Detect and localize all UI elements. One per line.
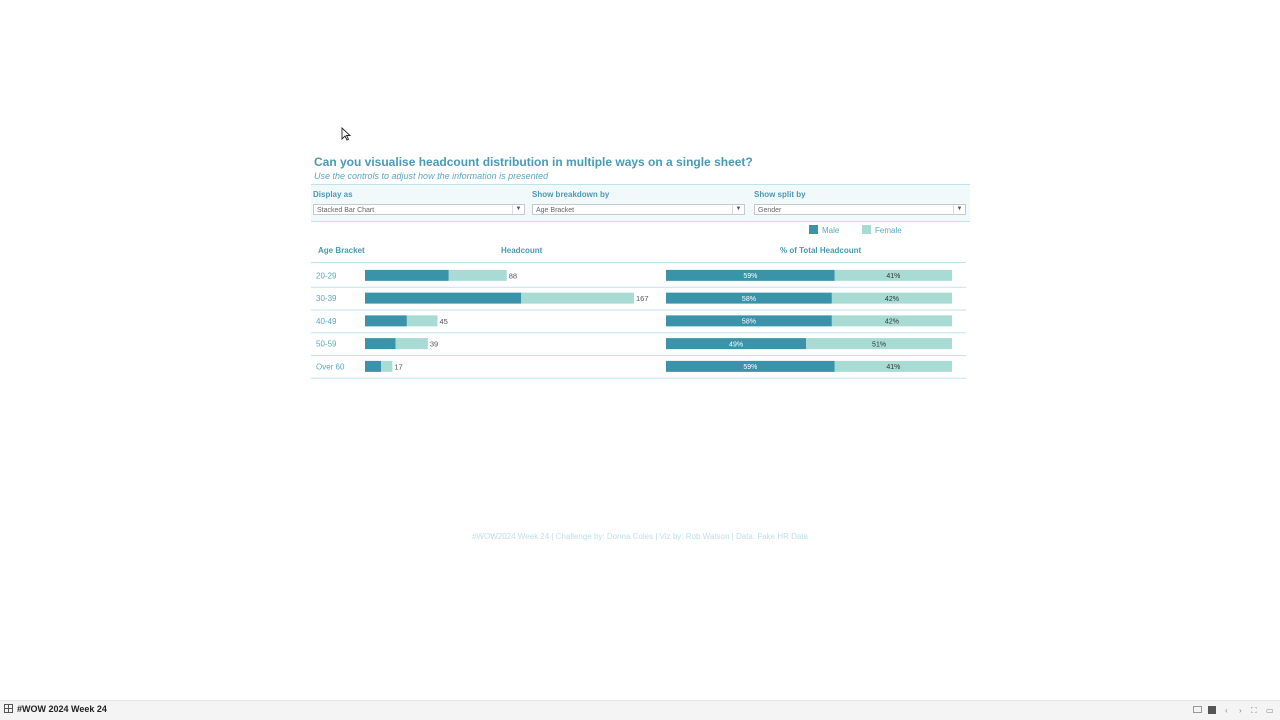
percent-label-male: 59% <box>743 364 758 372</box>
percent-label-female: 42% <box>884 295 899 303</box>
device-preview-icon[interactable]: ▭ <box>1266 706 1274 715</box>
grid-view-icon[interactable] <box>1193 706 1202 713</box>
sheet-tab-label: #WOW 2024 Week 24 <box>17 704 107 714</box>
split-value: Gender <box>758 207 782 214</box>
category-label: 50-59 <box>316 339 337 349</box>
headcount-bar-male <box>365 315 407 326</box>
headcount-bar-female <box>449 270 507 281</box>
headcount-bar-female <box>381 361 392 372</box>
column-header-breakdown: Age Bracket <box>318 246 365 255</box>
breakdown-value: Age Bracket <box>536 207 575 214</box>
legend-label-male: Male <box>822 226 840 235</box>
percent-label-female: 41% <box>886 273 901 281</box>
percent-label-female: 41% <box>886 364 901 372</box>
category-label: 20-29 <box>316 271 337 281</box>
headcount-bar-male <box>365 270 449 281</box>
headcount-bar-male <box>365 338 396 349</box>
bottom-toolbar <box>0 700 1280 720</box>
column-header-headcount: Headcount <box>501 246 543 255</box>
page-title: Can you visualise headcount distribution in multiple ways on a single sheet? <box>314 155 753 169</box>
sheet-tab[interactable] <box>4 704 107 714</box>
headcount-bar-female <box>521 293 634 304</box>
previous-icon[interactable]: ‹ <box>1225 706 1228 715</box>
next-icon[interactable]: › <box>1239 706 1242 715</box>
category-label: 30-39 <box>316 294 337 304</box>
headcount-total-label: 167 <box>636 294 649 304</box>
percent-label-male: 49% <box>729 341 744 349</box>
breakdown-label: Show breakdown by <box>532 190 610 199</box>
display-as-label: Display as <box>313 190 353 199</box>
headcount-total-label: 88 <box>508 271 518 281</box>
headcount-total-label: 39 <box>429 339 439 349</box>
headcount-bar-male <box>365 293 521 304</box>
footer-credits: #WOW2024 Week 24 | Challenge by: Donna Coles | Viz by: Rob Watson | Data: Fake HR Data <box>471 532 809 541</box>
category-label: 40-49 <box>316 316 337 326</box>
category-label: Over 60 <box>316 362 345 372</box>
chevron-down-icon: ▼ <box>953 205 965 214</box>
single-view-icon[interactable] <box>1208 706 1216 714</box>
percent-label-male: 58% <box>741 318 756 326</box>
legend-label-female: Female <box>875 226 902 235</box>
chevron-down-icon: ▼ <box>512 205 524 214</box>
percent-label-female: 42% <box>884 318 899 326</box>
chevron-down-icon: ▼ <box>732 205 744 214</box>
dashboard-icon <box>4 704 13 713</box>
display-as-value: Stacked Bar Chart <box>317 207 375 214</box>
column-header-percent: % of Total Headcount <box>780 246 862 255</box>
fullscreen-icon[interactable]: ⛶ <box>1251 706 1257 715</box>
headcount-bar-male <box>365 361 381 372</box>
headcount-total-label: 45 <box>439 316 448 326</box>
page-subtitle: Use the controls to adjust how the information is presented <box>314 171 549 181</box>
percent-label-female: 51% <box>872 341 887 349</box>
headcount-bar-female <box>396 338 428 349</box>
percent-label-male: 58% <box>741 295 756 303</box>
headcount-bar-female <box>407 315 438 326</box>
split-label: Show split by <box>754 190 806 199</box>
percent-label-male: 59% <box>743 273 758 281</box>
headcount-total-label: 17 <box>394 362 403 372</box>
